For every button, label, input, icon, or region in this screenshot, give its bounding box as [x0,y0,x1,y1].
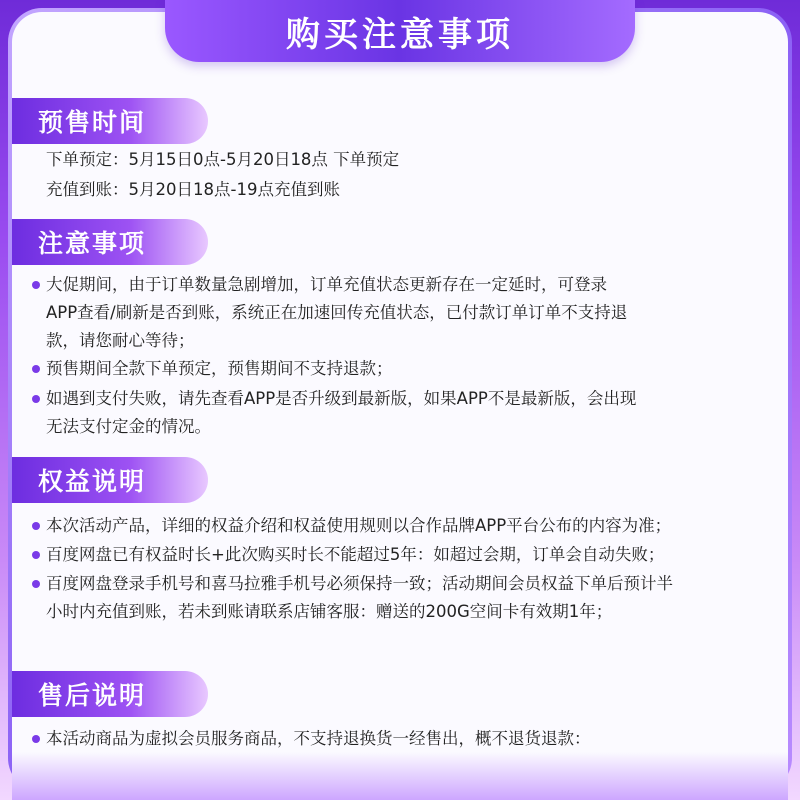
presale-recharge-time: 充值到账：5月20日18点-19点充值到账 [46,180,340,199]
title-banner [165,0,635,62]
page-title: 购买注意事项 [286,14,514,55]
list-item: 百度网盘已有权益时长+此次购买时长不能超过5年：如超过会期，订单会自动失败； [46,545,665,564]
list-item-continuation: 款，请您耐心等待； [46,331,195,350]
bottom-gradient [12,752,788,800]
list-item-continuation: APP查看/刷新是否到账，系统正在加速回传充值状态，已付款订单订单不支持退 [46,303,628,322]
list-item: 预售期间全款下单预定，预售期间不支持退款； [46,359,393,378]
presale-order-time: 下单预定：5月15日0点-5月20日18点 下单预定 [46,150,400,169]
bullet-dot [32,365,40,373]
list-item: 如遇到支付失败，请先查看APP是否升级到最新版，如果APP不是最新版，会出现 [46,389,637,408]
section-heading-notes: 注意事项 [12,219,208,265]
section-heading-rights: 权益说明 [12,457,208,503]
bullet-dot [32,580,40,588]
section-heading-aftersale: 售后说明 [12,671,208,717]
section-heading-presale: 预售时间 [12,98,208,144]
list-item: 百度网盘登录手机号和喜马拉雅手机号必须保持一致；活动期间会员权益下单后预计半 [46,574,673,593]
list-item-continuation: 无法支付定金的情况。 [46,417,211,436]
list-item-continuation: 小时内充值到账，若未到账请联系店铺客服：赠送的200G空间卡有效期1年； [46,602,613,621]
bullet-dot [32,551,40,559]
bullet-dot [32,395,40,403]
list-item: 本活动商品为虚拟会员服务商品，不支持退换货一经售出，概不退货退款： [46,729,591,748]
list-item: 本次活动产品，详细的权益介绍和权益使用规则以合作品牌APP平台公布的内容为准； [46,516,672,535]
bullet-dot [32,735,40,743]
bullet-dot [32,522,40,530]
bullet-dot [32,281,40,289]
list-item: 大促期间，由于订单数量急剧增加，订单充值状态更新存在一定延时，可登录 [46,275,607,294]
